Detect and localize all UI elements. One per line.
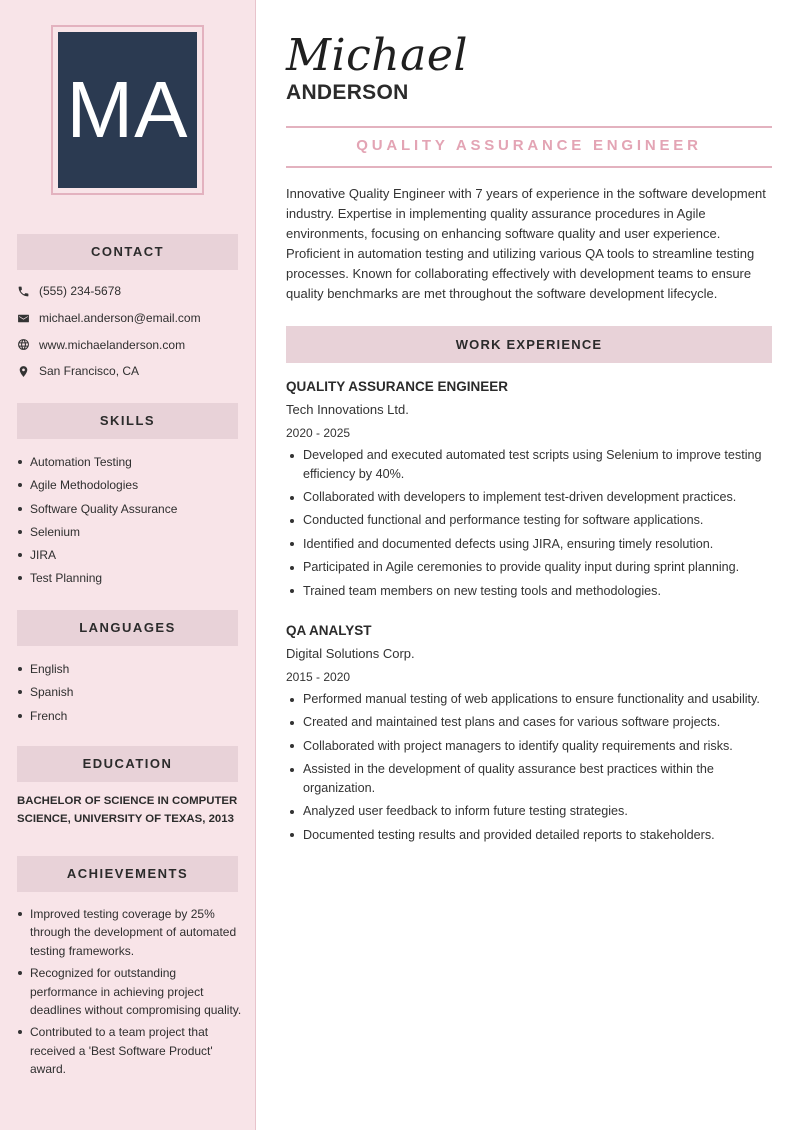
language-item: French xyxy=(17,707,242,725)
achievements-heading: ACHIEVEMENTS xyxy=(17,856,238,892)
last-name: ANDERSON xyxy=(286,81,409,104)
job-bullet: Participated in Agile ceremonies to provide quality input during sprint planning. xyxy=(286,558,772,577)
job-role: QA ANALYST xyxy=(286,623,372,638)
skill-item: Agile Methodologies xyxy=(17,476,242,494)
first-name: Michael xyxy=(286,30,468,81)
job-bullets xyxy=(286,690,772,844)
contact-heading: CONTACT xyxy=(17,234,238,270)
languages-heading: LANGUAGES xyxy=(17,610,238,646)
skill-item: Software Quality Assurance xyxy=(17,500,242,518)
sidebar xyxy=(0,0,256,1130)
contact-location xyxy=(17,358,242,385)
contact-phone[interactable] xyxy=(17,278,242,305)
contact-location-text: San Francisco, CA xyxy=(39,364,140,379)
job-dates: 2015 - 2020 xyxy=(286,670,351,684)
job-bullet: Documented testing results and provided detailed reports to stakeholders. xyxy=(286,826,772,845)
achievement-item: Improved testing coverage by 25% through the development of automated testing frameworks. xyxy=(17,905,242,960)
skills-list xyxy=(17,453,242,593)
monogram: MA xyxy=(58,32,197,188)
job-company: Digital Solutions Corp. xyxy=(286,646,415,661)
work-experience-heading: WORK EXPERIENCE xyxy=(286,326,772,363)
achievement-item: Recognized for outstanding performance in achieving project deadlines without compromising quality. xyxy=(17,964,242,1019)
achievements-list xyxy=(17,905,242,1083)
contact-website-text: www.michaelanderson.com xyxy=(39,337,186,352)
phone-icon xyxy=(17,285,39,298)
globe-icon xyxy=(17,338,39,351)
contact-email-text: michael.anderson@email.com xyxy=(39,311,201,326)
job-bullet: Trained team members on new testing tools and methodologies. xyxy=(286,582,772,601)
contact-email[interactable] xyxy=(17,305,242,332)
contact-phone-text: (555) 234-5678 xyxy=(39,284,122,299)
job-entry xyxy=(286,376,772,605)
education-text: BACHELOR OF SCIENCE IN COMPUTER SCIENCE, UNIVERSITY OF TEXAS, 2013 xyxy=(17,795,238,825)
skill-item: Test Planning xyxy=(17,569,242,587)
job-bullet: Conducted functional and performance testing for software applications. xyxy=(286,511,772,530)
job-bullet: Assisted in the development of quality assurance best practices within the organization. xyxy=(286,760,772,797)
title-top-divider xyxy=(286,126,772,128)
skills-heading: SKILLS xyxy=(17,403,238,439)
location-icon xyxy=(17,365,39,378)
job-company: Tech Innovations Ltd. xyxy=(286,402,409,417)
contact-website[interactable] xyxy=(17,331,242,358)
education-heading: EDUCATION xyxy=(17,746,238,782)
skill-item: Automation Testing xyxy=(17,453,242,471)
monogram-frame xyxy=(51,25,204,195)
achievement-item: Contributed to a team project that received a 'Best Software Product' award. xyxy=(17,1023,242,1078)
job-bullet: Analyzed user feedback to inform future testing strategies. xyxy=(286,802,772,821)
skill-item: JIRA xyxy=(17,546,242,564)
job-bullet: Identified and documented defects using JIRA, ensuring timely resolution. xyxy=(286,535,772,554)
job-bullet: Performed manual testing of web applications to ensure functionality and usability. xyxy=(286,690,772,709)
title-bottom-divider xyxy=(286,166,772,168)
job-bullets xyxy=(286,446,772,600)
summary: Innovative Quality Engineer with 7 years of experience in the software development industry. Expertise in implementing quality assurance procedures in Agile environments, focusing on enhancing software quality and user experience. Proficient in automation testing and utilizing various QA tools to streamline testing processes. Known for collaborating effectively with development teams to ensure quality benchmarks are met throughout the software development lifecycle. xyxy=(286,186,766,302)
job-bullet: Created and maintained test plans and cases for various software projects. xyxy=(286,713,772,732)
job-entry xyxy=(286,620,772,849)
email-icon xyxy=(17,312,39,325)
job-role: QUALITY ASSURANCE ENGINEER xyxy=(286,379,509,394)
job-dates: 2020 - 2025 xyxy=(286,426,351,440)
language-item: English xyxy=(17,660,242,678)
job-title: QUALITY ASSURANCE ENGINEER xyxy=(356,137,702,154)
contact-list xyxy=(17,278,242,385)
languages-list xyxy=(17,660,242,730)
job-bullet: Developed and executed automated test scripts using Selenium to improve testing efficiency by 40%. xyxy=(286,446,772,483)
language-item: Spanish xyxy=(17,683,242,701)
job-bullet: Collaborated with developers to implement test-driven development practices. xyxy=(286,488,772,507)
job-bullet: Collaborated with project managers to identify quality requirements and risks. xyxy=(286,737,772,756)
skill-item: Selenium xyxy=(17,523,242,541)
